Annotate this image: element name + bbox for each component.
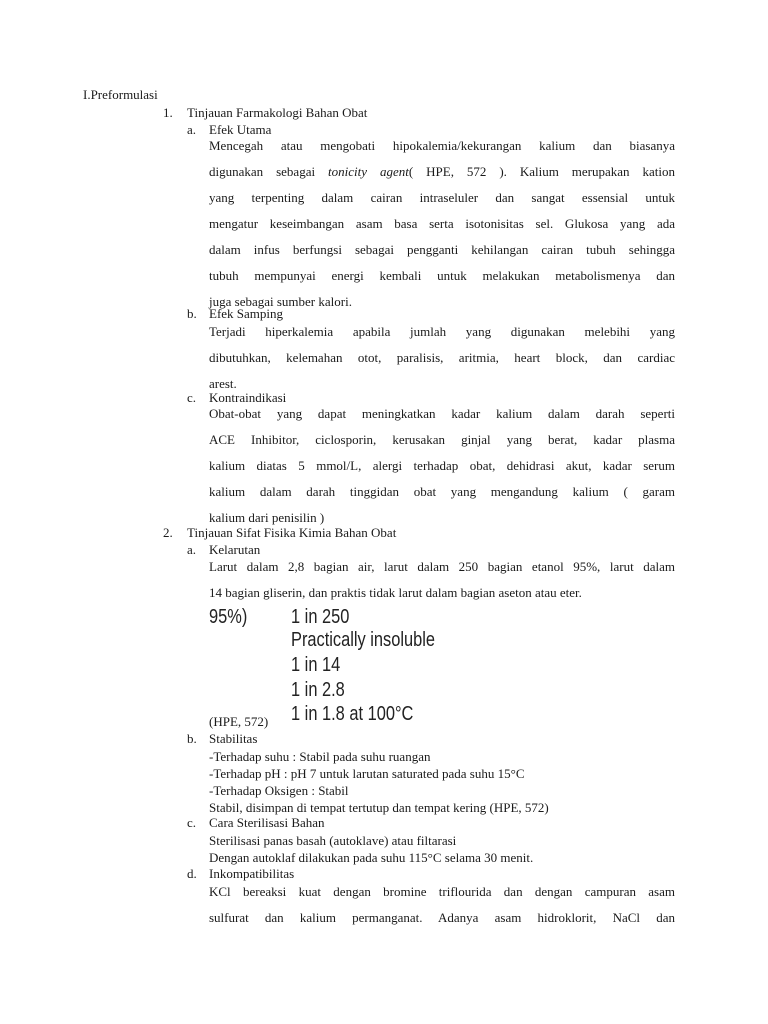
item-2d-title: Inkompatibilitas xyxy=(209,866,295,881)
snippet-left-label: 95%) xyxy=(209,606,248,628)
paragraph-line: sulfurat dan kalium permanganat. Adanya asam hidroklorit, NaCl dan xyxy=(209,910,675,925)
item-2d-paragraph xyxy=(209,883,675,935)
paragraph-line: dibutuhkan, kelemahan otot, paralisis, aritmia, heart block, dan cardiac xyxy=(209,350,675,365)
item-2c-marker: c. xyxy=(187,815,197,830)
item-1c-marker: c. xyxy=(187,390,197,405)
paragraph-line: arest. xyxy=(209,376,237,391)
snippet-row: 1 in 250 xyxy=(291,606,350,628)
paragraph-line: 14 bagian gliserin, dan praktis tidak larut dalam bagian aseton atau eter. xyxy=(209,585,582,600)
paragraph-line: yang terpenting dalam cairan intraseluler dan sangat essensial untuk xyxy=(209,190,675,205)
item-1b-marker: b. xyxy=(187,306,197,321)
item-2d-marker: d. xyxy=(187,866,197,881)
item-2b-paragraph xyxy=(209,748,675,816)
paragraph-line: mengatur keseimbangan asam basa serta isotonisitas sel. Glukosa yang ada xyxy=(209,216,675,231)
item-2a-title: Kelarutan xyxy=(209,542,261,557)
paragraph-line: ACE Inhibitor, ciclosporin, kerusakan ginjal yang berat, kadar plasma xyxy=(209,432,675,447)
paragraph-line: kalium dari penisilin ) xyxy=(209,510,325,525)
paragraph-line: Terjadi hiperkalemia apabila jumlah yang digunakan melebihi yang xyxy=(209,324,675,339)
paragraph-line: KCl bereaksi kuat dengan bromine triflourida dan dengan campuran asam xyxy=(209,884,675,899)
item-1c-title: Kontraindikasi xyxy=(209,390,287,405)
section-heading: I.Preformulasi xyxy=(83,87,158,102)
paragraph-line: kalium diatas 5 mmol/L, alergi terhadap obat, dehidrasi akut, kadar serum xyxy=(209,458,675,473)
snippet-row: 1 in 2.8 xyxy=(291,679,345,701)
paragraph-line: -Terhadap pH : pH 7 untuk larutan saturated pada suhu 15°C xyxy=(209,766,525,781)
item-1a-paragraph xyxy=(209,137,675,319)
paragraph-line: Mencegah atau mengobati hipokalemia/kekurangan kalium dan biasanya xyxy=(209,138,675,153)
snippet-row: 1 in 1.8 at 100°C xyxy=(291,703,414,725)
paragraph-line: -Terhadap Oksigen : Stabil xyxy=(209,783,349,798)
paragraph-line: digunakan sebagai tonicity agent( HPE, 572 ). Kalium merupakan kation xyxy=(209,164,675,179)
snippet-row: Practically insoluble xyxy=(291,629,436,651)
item-2b-title: Stabilitas xyxy=(209,731,258,746)
item-1a-title: Efek Utama xyxy=(209,122,272,137)
snippet-row: 1 in 14 xyxy=(291,654,341,676)
paragraph-line: juga sebagai sumber kalori. xyxy=(209,294,352,309)
section-2-number: 2. xyxy=(163,525,173,540)
paragraph-line: Stabil, disimpan di tempat tertutup dan tempat kering (HPE, 572) xyxy=(209,800,549,815)
paragraph-line: Obat-obat yang dapat meningkatkan kadar kalium dalam darah seperti xyxy=(209,406,675,421)
paragraph-line: Sterilisasi panas basah (autoklave) atau filtarasi xyxy=(209,833,457,848)
section-1-title: Tinjauan Farmakologi Bahan Obat xyxy=(187,105,368,120)
paragraph-line: dalam infus berfungsi sebagai pengganti kehilangan cairan tubuh sehingga xyxy=(209,242,675,257)
item-2c-paragraph xyxy=(209,832,675,866)
item-2a-marker: a. xyxy=(187,542,197,557)
section-1-number: 1. xyxy=(163,105,173,120)
paragraph-line: kalium dalam darah tinggidan obat yang mengandung kalium ( garam xyxy=(209,484,675,499)
item-1b-title: Efek Samping xyxy=(209,306,284,321)
item-1a-marker: a. xyxy=(187,122,197,137)
item-1c-paragraph xyxy=(209,405,675,535)
item-2a-paragraph xyxy=(209,558,675,610)
paragraph-line: -Terhadap suhu : Stabil pada suhu ruangan xyxy=(209,749,431,764)
solubility-reference: (HPE, 572) xyxy=(209,714,269,729)
item-2c-title: Cara Sterilisasi Bahan xyxy=(209,815,325,830)
item-2b-marker: b. xyxy=(187,731,197,746)
paragraph-line: Dengan autoklaf dilakukan pada suhu 115°C selama 30 menit. xyxy=(209,850,534,865)
section-2-title: Tinjauan Sifat Fisika Kimia Bahan Obat xyxy=(187,525,397,540)
paragraph-line: tubuh mempunyai energi kembali untuk melakukan metabolismenya dan xyxy=(209,268,675,283)
paragraph-line: Larut dalam 2,8 bagian air, larut dalam 250 bagian etanol 95%, larut dalam xyxy=(209,559,675,574)
